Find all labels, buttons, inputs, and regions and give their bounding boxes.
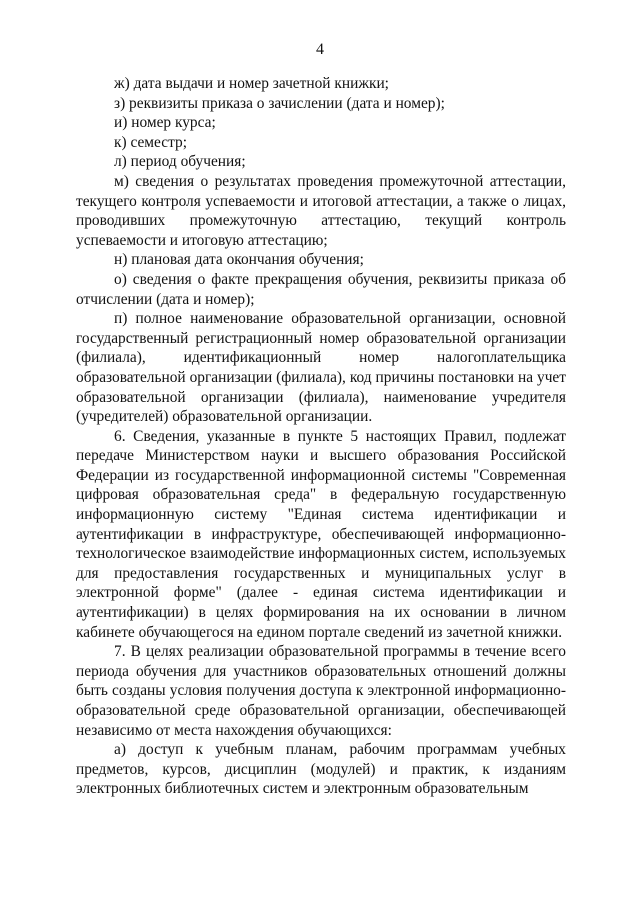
list-item-n: н) плановая дата окончания обучения;: [114, 251, 364, 269]
list-item-k: к) семестр;: [114, 133, 187, 151]
clause-6: 6. Сведения, указанные в пункте 5 настоящих Правил, подлежат передаче Министерством науки и высшего образования Российской Федерации из государственной информационной системы "Современная цифровая образовательная среда" в федеральную государственную информационную систему "Единая система идентификации и аутентификации в инфраструктуре, обеспечивающей информационно-технологическое взаимодействие информационных систем, используемых для предоставления государственных и муниципальных услуг в электронной форме" (далее - единая система идентификации и аутентификации) в целях формирования на их основании в личном кабинете обучающегося на едином портале сведений из зачетной книжки.: [76, 427, 566, 641]
list-item-o: о) сведения о факте прекращения обучения, реквизиты приказа об отчислении (дата и номер);: [76, 270, 566, 308]
list-item-zh: ж) дата выдачи и номер зачетной книжки;: [114, 75, 389, 92]
list-item-z: з) реквизиты приказа о зачислении (дата и номер);: [114, 94, 445, 112]
list-item-i: и) номер курса;: [114, 114, 216, 132]
list-item-m: м) сведения о результатах проведения промежуточной аттестации, текущего контроля успеваемости и итоговой аттестации, а также о лицах, проводивших промежуточную аттестацию, текущий контроль успеваемости и итоговую аттестацию;: [76, 172, 566, 249]
clause-7: 7. В целях реализации образовательной программы в течение всего периода обучения для участников образовательных отношений должны быть созданы условия получения доступа к электронной информационно-образовательной среде образовательной организации, обеспечивающей независимо от места нахождения обучающихся:: [76, 643, 566, 739]
list-item-p: п) полное наименование образовательной организации, основной государственный регистрационный номер образовательной организации (филиала), идентификационный номер налогоплательщика образовательной организации (филиала), код причины постановки на учет образовательной организации (филиала), наименование учредителя (учредителей) образовательной организации.: [76, 310, 566, 426]
document-body: [76, 74, 566, 799]
list-item-a: а) доступ к учебным планам, рабочим программам учебных предметов, курсов, дисциплин (модулей) и практик, к изданиям электронных библиотечных систем и электронным образовательным: [76, 741, 566, 798]
list-item-l: л) период обучения;: [114, 153, 246, 171]
page-number: 4: [316, 41, 324, 58]
